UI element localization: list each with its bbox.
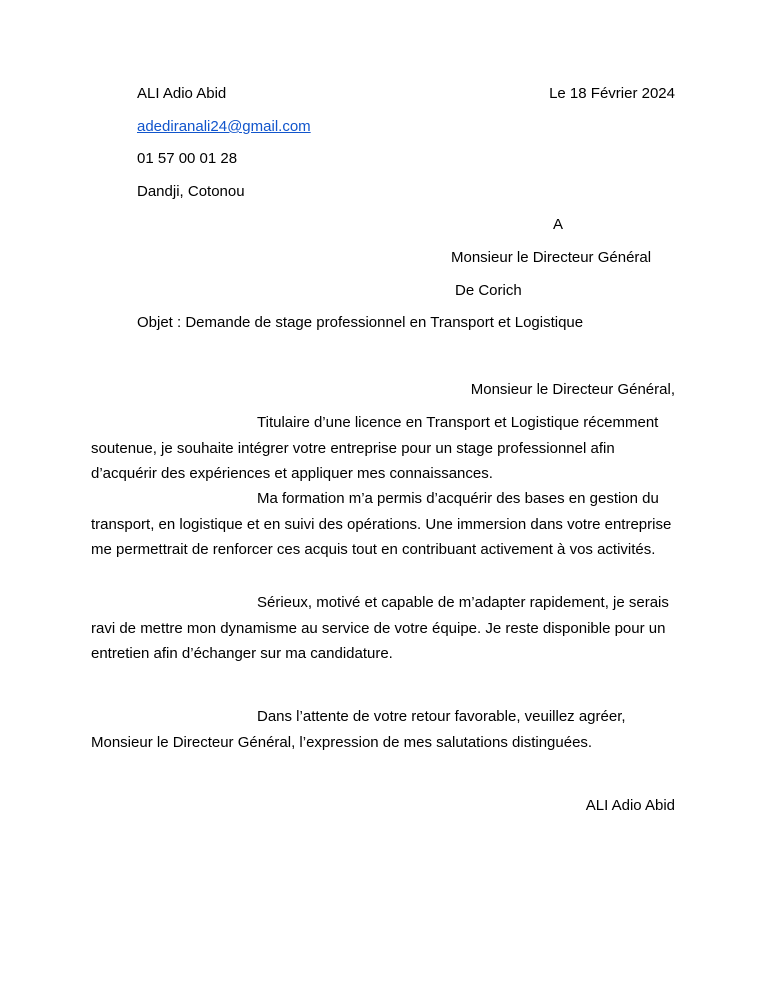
recipient-prefix: A [553, 216, 564, 233]
body-paragraph-2-text: Ma formation m’a permis d’acquérir des bases en gestion du transport, en logistique et en suivi des opérations. Une immersion dans votre entreprise me permettrait de renforcer ces acquis tout en contribuant activement à vos activités. [91, 490, 672, 558]
body-paragraph-1-text: Titulaire d’une licence en Transport et Logistique récemment soutenue, je souhaite intégrer votre entreprise pour un stage professionnel afin d’acquérir des expériences et appliquer mes connaissances. [91, 414, 659, 482]
recipient-company: De Corich [455, 282, 522, 299]
sender-address: Dandji, Cotonou [137, 183, 245, 200]
signature-name: ALI Adio Abid [585, 797, 675, 814]
recipient-title: Monsieur le Directeur Général [451, 249, 652, 266]
letter-date: Le 18 Février 2024 [549, 85, 675, 102]
sender-email-link[interactable]: adediranali24@gmail.com [137, 118, 311, 135]
closing-paragraph [91, 704, 681, 755]
body-paragraph-2 [91, 486, 681, 563]
sender-phone: 01 57 00 01 28 [137, 150, 238, 167]
letter-salutation: Monsieur le Directeur Général, [470, 381, 675, 398]
sender-name: ALI Adio Abid [137, 85, 227, 102]
closing-paragraph-text: Dans l’attente de votre retour favorable, veuillez agréer, Monsieur le Directeur Général, l’expression de mes salutations distinguées. [91, 708, 626, 751]
body-paragraph-3 [91, 590, 681, 667]
letter-subject: Objet : Demande de stage professionnel en Transport et Logistique [137, 314, 584, 331]
body-paragraph-3-text: Sérieux, motivé et capable de m’adapter rapidement, je serais ravi de mettre mon dynamisme au service de votre équipe. Je reste disponible pour un entretien afin d’échanger sur ma candidature. [91, 594, 669, 662]
body-paragraph-1 [91, 410, 681, 487]
